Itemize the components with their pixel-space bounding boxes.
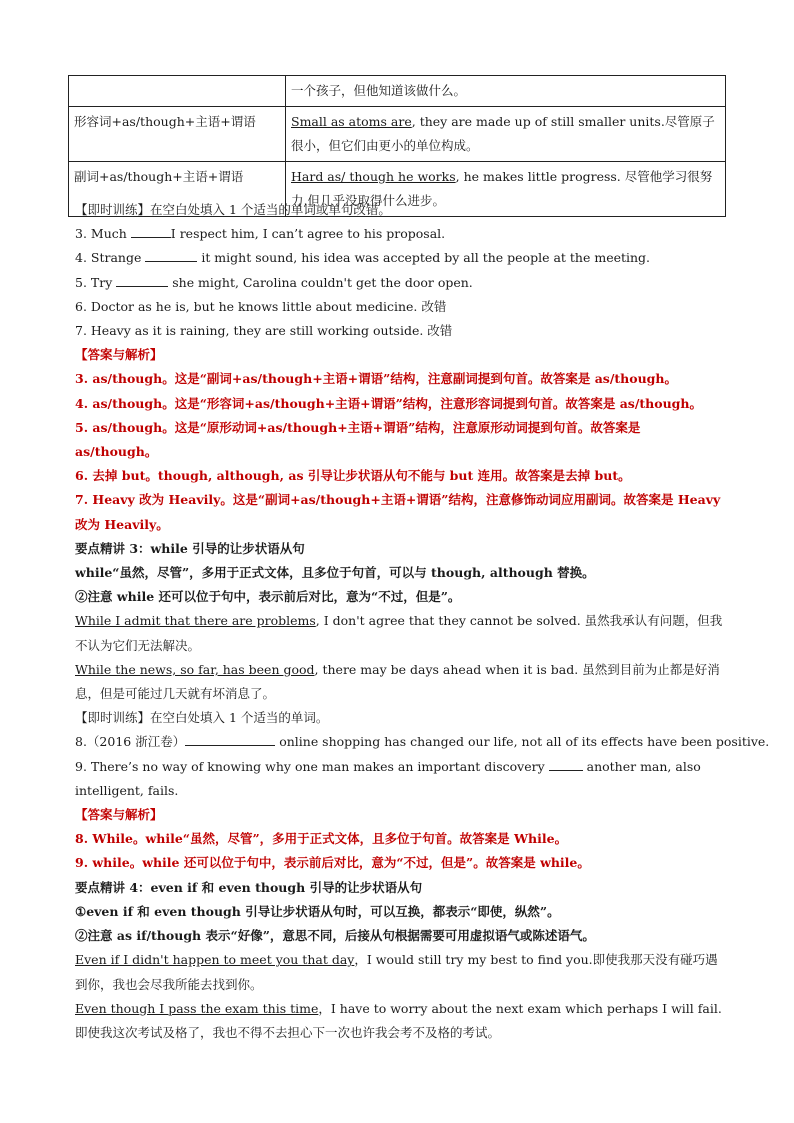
table-row [69,76,726,107]
answers-heading: 【答案与解析】 [75,347,163,363]
table-row [69,107,726,162]
question-3 [75,222,723,246]
answer-blank[interactable] [185,731,275,746]
answer-blank[interactable] [131,223,171,238]
question-8 [75,730,770,754]
answer-5: 5. as/though。这是“原形动词+as/though+主语+谓语”结构，注意原形动词提到句首。故答案是 as/though。 [75,419,641,460]
question-text: online shopping has changed our life, not all of its effects have been positive. [275,734,770,750]
example-sentence [75,658,723,706]
key-point-4-line-2: ②注意 as if/though 表示“好像”，意思不同，后接从句根据需要可用虚拟语气或陈述语气。 [75,928,595,944]
example-text: 一个孩子，但他知道该做什么。 [291,83,467,98]
answer-3: 3. as/though。这是“副词+as/though+主语+谓语”结构，注意副词提到句首。故答案是 as/though。 [75,371,678,387]
question-9 [75,755,723,803]
example-text: , he makes little progress. 尽管他学习很努力,但几乎没取得什么进步。 [291,169,713,208]
question-text: 3. Much [75,226,131,242]
example-underlined: While I admit that there are problems [75,613,316,629]
example-underlined: Even though I pass the exam this time [75,1000,319,1016]
key-point-4-title: 要点精讲 4：even if 和 even though 引导的让步状语从句 [75,879,423,895]
example-sentence [75,609,723,657]
question-text: 8.（2016 浙江卷） [75,734,186,750]
table-cell-structure: 副词+as/though+主语+谓语 [69,162,286,217]
example-underlined: While the news, so far, has been good [75,661,315,677]
example-text: ，I have to worry about the next exam which perhaps I will fail. 即使我这次考试及格了，我也不得不去担心下一次也许我会考不及格的考试。 [75,1000,722,1040]
question-text: another man, also intelligent, fails. [75,758,701,798]
answer-4: 4. as/though。这是“形容词+as/though+主语+谓语”结构，注意形容词提到句首。故答案是 as/though。 [75,395,703,411]
question-text: she might, Carolina couldn't get the door open. [168,274,473,290]
question-5 [75,271,723,295]
example-underlined: Small as atoms are [291,114,412,129]
answer-blank[interactable] [145,247,197,262]
key-point-4-line-1: ①even if 和 even though 引导让步状语从句时，可以互换，都表示“即使，纵然”。 [75,903,560,919]
example-sentence [75,997,723,1045]
answer-7: 7. Heavy 改为 Heavily。这是“副词+as/though+主语+谓语”结构，注意修饰动词应用副词。故答案是 Heavy 改为 Heavily。 [75,492,721,532]
grammar-table [68,75,726,217]
example-underlined: Hard as/ though he works [291,169,456,184]
example-sentence [75,948,723,996]
question-7: 7. Heavy as it is raining, they are still working outside. 改错 [75,323,453,339]
table-cell-structure [69,76,286,107]
key-point-3-title: 要点精讲 3：while 引导的让步状语从句 [75,540,305,556]
table-cell-structure: 形容词+as/though+主语+谓语 [69,107,286,162]
table-cell-example [286,76,726,107]
question-6: 6. Doctor as he is, but he knows little about medicine. 改错 [75,298,447,314]
answers-heading: 【答案与解析】 [75,807,163,823]
answer-6: 6. 去掉 but。though, although, as 引导让步状语从句不能与 but 连用。故答案是去掉 but。 [75,468,631,484]
question-text: 5. Try [75,274,117,290]
answer-blank[interactable] [116,272,168,287]
question-text: 4. Strange [75,250,146,266]
answer-blank[interactable] [549,756,583,771]
example-underlined: Even if I didn't happen to meet you that day [75,952,355,968]
key-point-3-line-2: ②注意 while 还可以位于句中，表示前后对比，意为“不过，但是”。 [75,589,461,605]
example-text: , there may be days ahead when it is bad. 虽然到目前为止都是好消息，但是可能过几天就有坏消息了。 [75,661,720,702]
key-point-3-line-1: while“虽然，尽管”，多用于正式文体，且多位于句首，可以与 though, although 替换。 [75,565,595,581]
question-text: it might sound, his idea was accepted by all the people at the meeting. [197,250,651,266]
table-cell-example [286,107,726,162]
example-text: ，I would still try my best to find you.即使我那天没有碰巧遇到你，我也会尽我所能去找到你。 [75,952,718,992]
example-text: , I don't agree that they cannot be solved. 虽然我承认有问题，但我不认为它们无法解决。 [75,613,723,653]
practice-heading: 【即时训练】在空白处填入 1 个适当的单词。 [75,710,329,726]
question-text: 9. There’s no way of knowing why one man makes an important discovery [75,758,549,774]
practice-heading: 【即时训练】在空白处填入 1 个适当的单词或单句改错。 [75,202,391,217]
main-content [75,198,770,1045]
answer-9: 9. while。while 还可以位于句中，表示前后对比，意为“不过，但是”。故答案是 while。 [75,855,590,871]
question-4 [75,246,723,270]
question-text: I respect him, I can’t agree to his proposal. [170,226,446,242]
answer-8: 8. While。while“虽然，尽管”，多用于正式文体，且多位于句首。故答案是 While。 [75,831,568,847]
example-text: , they are made up of still smaller units.尽管原子很小，但它们由更小的单位构成。 [291,114,715,153]
